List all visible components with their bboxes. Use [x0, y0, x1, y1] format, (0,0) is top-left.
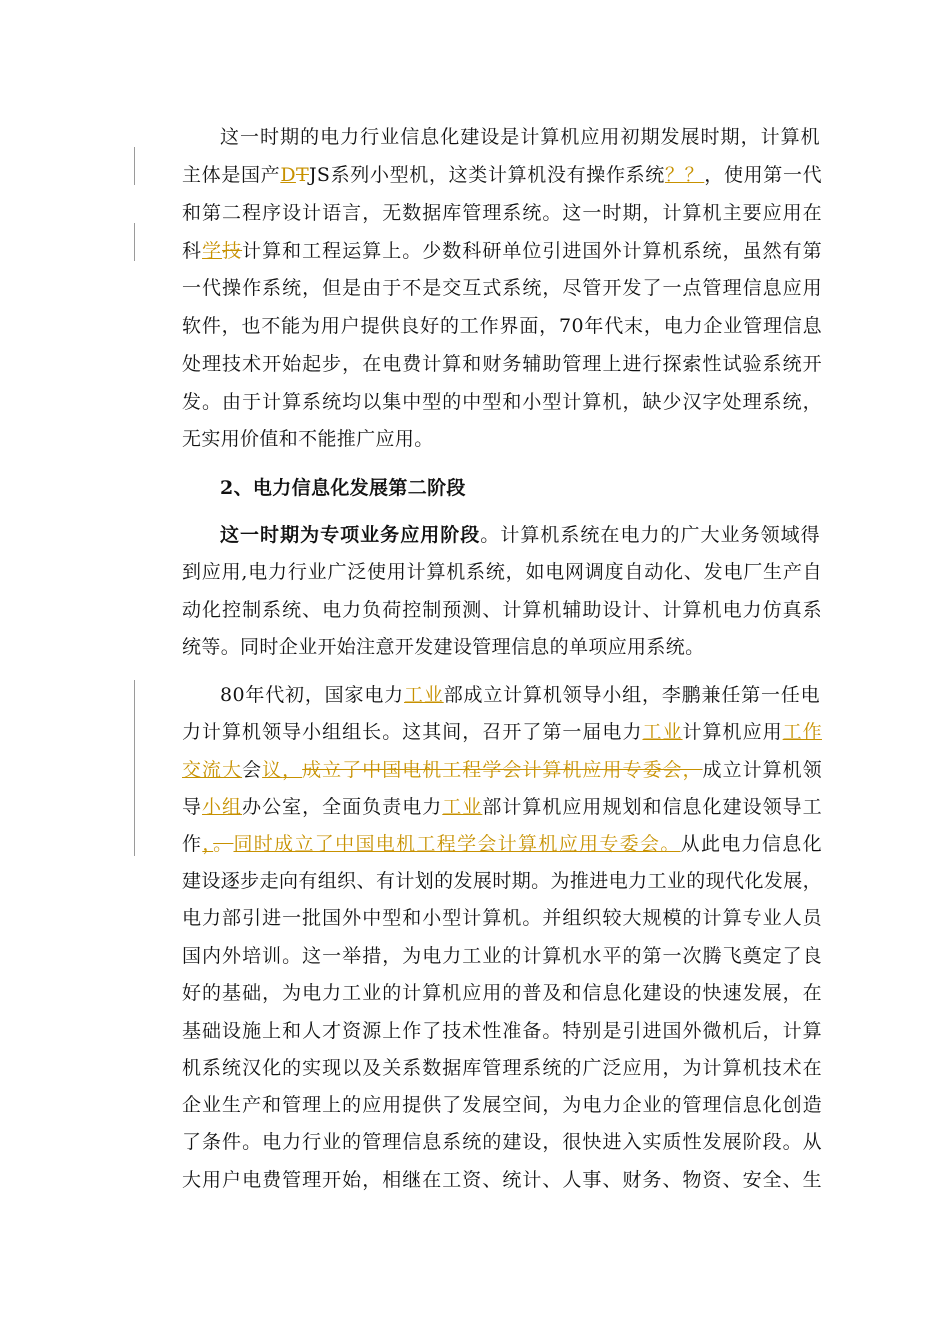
deleted-text: T [295, 164, 309, 186]
text-line: 了条件。电力行业的管理信息系统的建设，很快进入实质性发展阶段。从 [182, 1131, 822, 1153]
text-line: 大用户电费管理开始，相继在工资、统计、人事、财务、物资、安全、生 [182, 1169, 822, 1191]
inserted-text: D [280, 164, 296, 186]
inserted-text: 工业 [442, 796, 483, 818]
text-line: 这一时期为专项业务应用阶段。计算机系统在电力的广大业务领域得 [220, 524, 820, 546]
text-line: 80年代初，国家电力工业部成立计算机领导小组，李鹏兼任第一任电 [220, 684, 820, 706]
text-line: 处理技术开始起步，在电费计算和财务辅助管理上进行探索性试验系统开 [182, 353, 822, 375]
text-line: 软件，也不能为用户提供良好的工作界面，70年代末，电力企业管理信息 [182, 315, 822, 337]
inserted-text: 小组 [202, 796, 243, 818]
change-bar [134, 147, 135, 185]
inserted-text: 工作 [782, 721, 822, 743]
change-bar [134, 223, 135, 261]
text-line: 主体是国产DTJS系列小型机，这类计算机没有操作系统？？，使用第一代 [182, 164, 822, 186]
deleted-text: 。 [213, 833, 234, 855]
text-line: 力计算机领导小组组长。这其间，召开了第一届电力工业计算机应用工作 [182, 721, 822, 743]
inserted-text: 同时成立了中国电机工程学会计算机应用专委会。 [233, 833, 681, 855]
text-line: 企业生产和管理上的应用提供了发展空间，为电力企业的管理信息化创造 [182, 1094, 822, 1116]
inserted-text: ？？ [664, 164, 705, 186]
text-line: 建设逐步走向有组织、有计划的发展时期。为推进电力工业的现代化发展， [182, 870, 822, 892]
text-line: 和第二程序设计语言，无数据库管理系统。这一时期，计算机主要应用在 [182, 202, 822, 224]
text-line: 基础设施上和人才资源上作了技术性准备。特别是引进国外微机后，计算 [182, 1020, 822, 1042]
deleted-text: 成立了中国电机工程学会计算机应用专委会， [302, 759, 703, 781]
text-line: 好的基础，为电力工业的计算机应用的普及和信息化建设的快速发展，在 [182, 982, 822, 1004]
text-line: 统等。同时企业开始注意开发建设管理信息的单项应用系统。 [182, 636, 705, 658]
text-line: 无实用价值和不能推广应用。 [182, 428, 434, 450]
text-line: 电力部引进一批国外中型和小型计算机。并组织较大规模的计算专业人员 [182, 907, 822, 929]
text-line: 一代操作系统，但是由于不是交互式系统，尽管开发了一点管理信息应用 [182, 277, 822, 299]
text-line: 国内外培训。这一举措，为电力工业的计算机水平的第一次腾飞奠定了良 [182, 945, 822, 967]
text-line: 交流大会议，成立了中国电机工程学会计算机应用专委会，成立计算机领 [182, 759, 822, 781]
text-line: 机系统汉化的实现以及关系数据库管理系统的广泛应用，为计算机技术在 [182, 1057, 822, 1079]
inserted-text: 交流大 [182, 759, 243, 781]
text-line: 导小组办公室，全面负责电力工业部计算机应用规划和信息化建设领导工 [182, 796, 822, 818]
deleted-text: 技 [222, 240, 243, 262]
text-line: 发。由于计算系统均以集中型的中型和小型计算机，缺少汉字处理系统， [182, 391, 822, 413]
inserted-text: ， [202, 833, 214, 855]
text-line: 动化控制系统、电力负荷控制预测、计算机辅助设计、计算机电力仿真系 [182, 599, 822, 621]
text-line: 这一时期的电力行业信息化建设是计算机应用初期发展时期，计算机 [220, 126, 820, 148]
inserted-text: ， [282, 759, 303, 781]
change-bar [134, 680, 135, 856]
inserted-text: 工业 [404, 684, 444, 706]
text-line: 作，。同时成立了中国电机工程学会计算机应用专委会。从此电力信息化 [182, 833, 822, 855]
inserted-text: 工业 [642, 721, 683, 743]
inserted-text: 议 [262, 759, 283, 781]
text-line: 科学技计算和工程运算上。少数科研单位引进国外计算机系统，虽然有第 [182, 240, 823, 262]
text-line: 到应用,电力行业广泛使用计算机系统，如电网调度自动化、发电厂生产自 [182, 561, 822, 583]
section-heading: 2、电力信息化发展第二阶段 [220, 477, 466, 499]
inserted-text: 学 [202, 240, 223, 262]
